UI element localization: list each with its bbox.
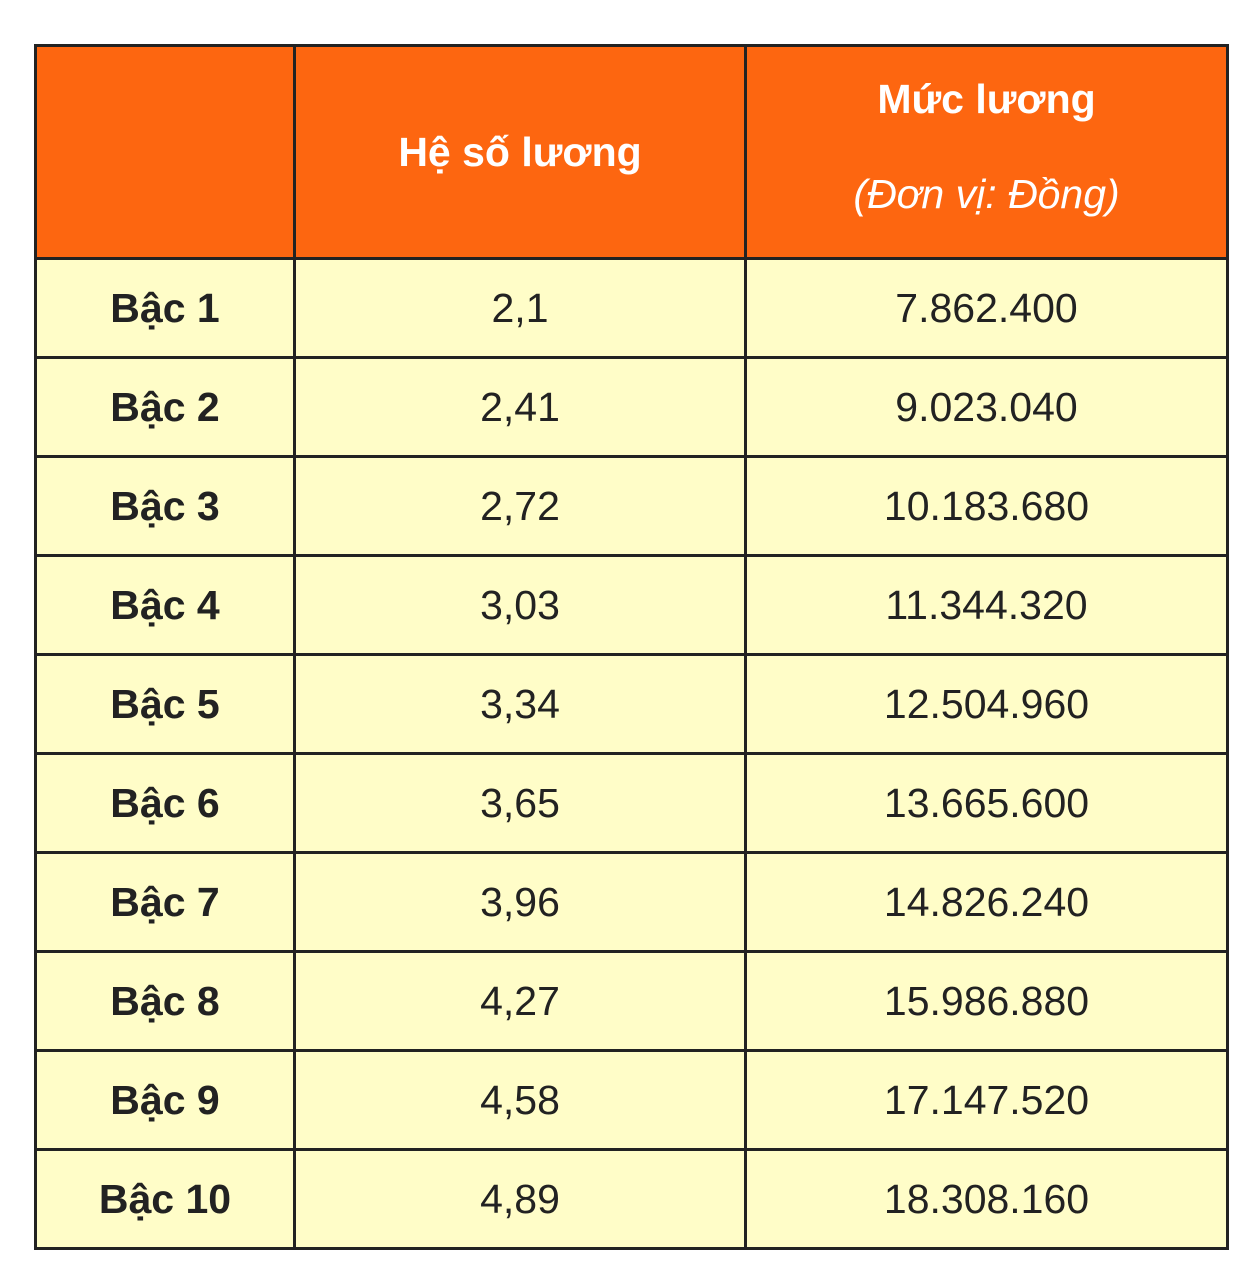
salary-cell: 15.986.880 <box>746 952 1228 1051</box>
coefficient-cell: 4,58 <box>295 1051 746 1150</box>
table-row <box>36 556 1228 655</box>
table-header-row <box>36 46 1228 259</box>
coefficient-cell: 2,1 <box>295 259 746 358</box>
coefficient-cell: 3,96 <box>295 853 746 952</box>
grade-cell: Bậc 9 <box>36 1051 295 1150</box>
grade-cell: Bậc 5 <box>36 655 295 754</box>
salary-cell: 13.665.600 <box>746 754 1228 853</box>
table-row <box>36 358 1228 457</box>
table-row <box>36 853 1228 952</box>
table-row <box>36 655 1228 754</box>
salary-cell: 10.183.680 <box>746 457 1228 556</box>
coefficient-cell: 3,34 <box>295 655 746 754</box>
coefficient-cell: 3,03 <box>295 556 746 655</box>
table-row <box>36 1150 1228 1249</box>
salary-cell: 11.344.320 <box>746 556 1228 655</box>
grade-cell: Bậc 4 <box>36 556 295 655</box>
grade-cell: Bậc 3 <box>36 457 295 556</box>
header-salary <box>746 46 1228 259</box>
salary-cell: 18.308.160 <box>746 1150 1228 1249</box>
grade-cell: Bậc 6 <box>36 754 295 853</box>
salary-cell: 14.826.240 <box>746 853 1228 952</box>
table-row <box>36 952 1228 1051</box>
table-row <box>36 259 1228 358</box>
header-coefficient: Hệ số lương <box>295 46 746 259</box>
salary-table <box>34 44 1229 1250</box>
salary-cell: 9.023.040 <box>746 358 1228 457</box>
grade-cell: Bậc 1 <box>36 259 295 358</box>
coefficient-cell: 2,41 <box>295 358 746 457</box>
table-row <box>36 1051 1228 1150</box>
table-row <box>36 754 1228 853</box>
grade-cell: Bậc 7 <box>36 853 295 952</box>
salary-cell: 17.147.520 <box>746 1051 1228 1150</box>
grade-cell: Bậc 8 <box>36 952 295 1051</box>
grade-cell: Bậc 10 <box>36 1150 295 1249</box>
table-row <box>36 457 1228 556</box>
coefficient-cell: 4,89 <box>295 1150 746 1249</box>
coefficient-cell: 2,72 <box>295 457 746 556</box>
grade-cell: Bậc 2 <box>36 358 295 457</box>
salary-cell: 7.862.400 <box>746 259 1228 358</box>
header-grade-cell <box>36 46 295 259</box>
header-salary-label: Mức lương <box>877 76 1096 122</box>
header-salary-unit: (Đơn vị: Đồng) <box>853 171 1120 217</box>
salary-cell: 12.504.960 <box>746 655 1228 754</box>
coefficient-cell: 3,65 <box>295 754 746 853</box>
coefficient-cell: 4,27 <box>295 952 746 1051</box>
